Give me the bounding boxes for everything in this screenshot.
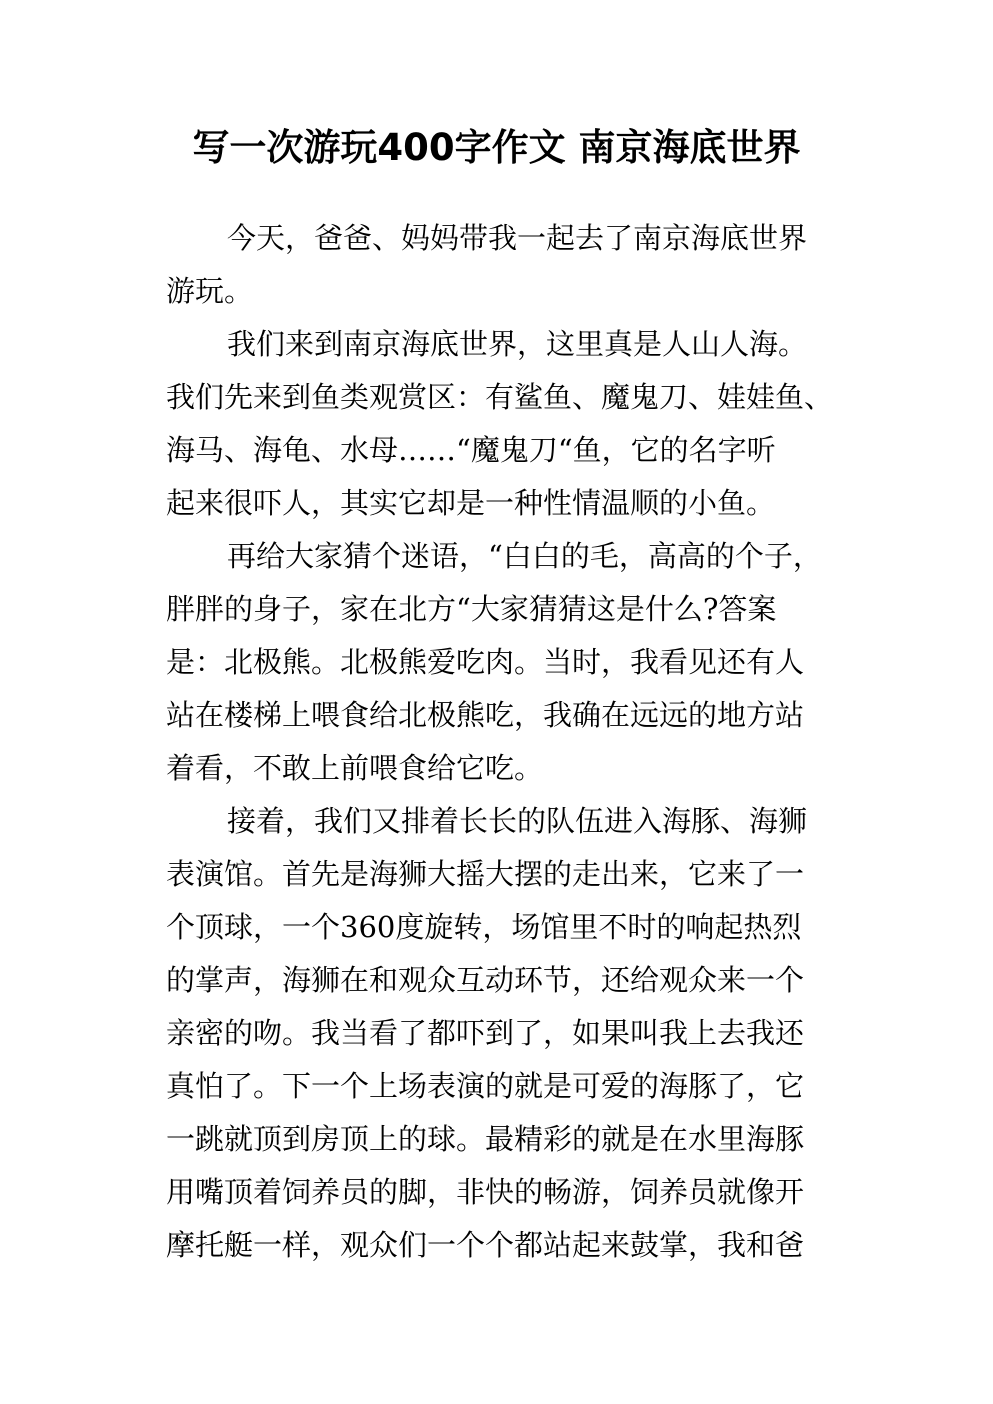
text-line: 接着，我们又排着长长的队伍进入海豚、海狮 xyxy=(227,804,808,838)
text-line: 胖胖的身子，家在北方“大家猜猜这是什么?答案 xyxy=(166,592,777,626)
paragraph-2 xyxy=(166,318,834,530)
text-line: 表演馆。首先是海狮大摇大摆的走出来，它来了一 xyxy=(166,857,805,891)
document-body xyxy=(166,212,834,1272)
text-line: 游玩。 xyxy=(166,274,254,308)
text-line: 我们先来到鱼类观赏区：有鲨鱼、魔鬼刀、娃娃鱼、 xyxy=(166,380,834,414)
text-line: 是：北极熊。北极熊爱吃肉。当时，我看见还有人 xyxy=(166,645,805,679)
text-line: 今天，爸爸、妈妈带我一起去了南京海底世界 xyxy=(227,221,808,255)
text-line: 着看，不敢上前喂食给它吃。 xyxy=(166,751,544,785)
paragraph-4 xyxy=(166,795,830,1272)
text-line: 的掌声，海狮在和观众互动环节，还给观众来一个 xyxy=(166,963,805,997)
text-line: 摩托艇一样，观众们一个个都站起来鼓掌，我和爸 xyxy=(166,1228,805,1262)
text-line: 个顶球，一个360度旋转，场馆里不时的响起热烈 xyxy=(166,910,802,944)
paragraph-3 xyxy=(166,530,830,795)
text-line: 亲密的吻。我当看了都吓到了，如果叫我上去我还 xyxy=(166,1016,805,1050)
paragraph-1 xyxy=(166,212,830,318)
document-title: 写一次游玩400字作文 南京海底世界 xyxy=(192,126,801,169)
text-line: 真怕了。下一个上场表演的就是可爱的海豚了，它 xyxy=(166,1069,805,1103)
text-line: 起来很吓人，其实它却是一种性情温顺的小鱼。 xyxy=(166,486,776,520)
text-line: 再给大家猜个迷语，“白白的毛，高高的个子， xyxy=(227,539,822,573)
text-line: 一跳就顶到房顶上的球。最精彩的就是在水里海豚 xyxy=(166,1122,805,1156)
text-line: 海马、海龟、水母……“魔鬼刀“鱼，它的名字听 xyxy=(166,433,776,467)
text-line: 用嘴顶着饲养员的脚，非快的畅游，饲养员就像开 xyxy=(166,1175,805,1209)
text-line: 站在楼梯上喂食给北极熊吃，我确在远远的地方站 xyxy=(166,698,805,732)
text-line: 我们来到南京海底世界，这里真是人山人海。 xyxy=(227,327,808,361)
